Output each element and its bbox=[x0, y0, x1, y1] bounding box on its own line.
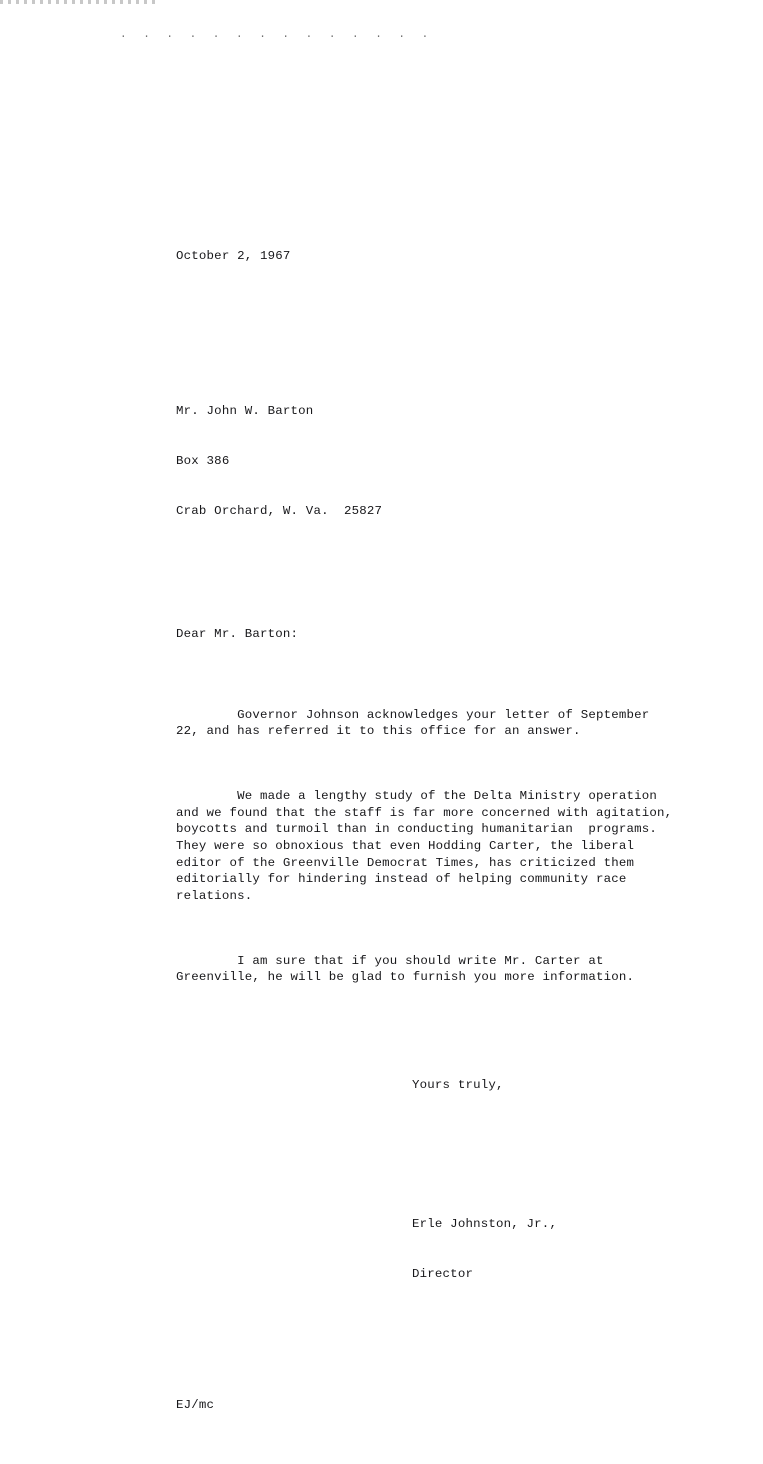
paragraph-2: We made a lengthy study of the Delta Ministry operation and we found that the staff is far more concerned with agitation, boycotts and turmoil than in conducting humanitarian programs. They were so obnoxious that even Hodding Carter, the liberal editor of the Greenville Democrat Times, has criticized them editorially for hindering instead of helping community race relations. bbox=[176, 789, 680, 903]
scan-speck-artifact: . . . . . . . . . . . . . . bbox=[120, 29, 434, 41]
signer-title: Director bbox=[412, 1266, 474, 1281]
typist-initials: EJ/mc bbox=[176, 1398, 215, 1413]
signature-block bbox=[176, 1183, 676, 1316]
letter-date: October 2, 1967 bbox=[176, 248, 291, 263]
closing: Yours truly, bbox=[412, 1077, 504, 1092]
recipient-name: Mr. John W. Barton bbox=[176, 404, 314, 419]
scan-edge-artifact bbox=[0, 0, 160, 4]
salutation: Dear Mr. Barton: bbox=[176, 627, 299, 642]
recipient-box: Box 386 bbox=[176, 454, 230, 469]
paragraph-3: I am sure that if you should write Mr. Carter at Greenville, he will be glad to furnish you more information. bbox=[176, 953, 635, 985]
recipient-address bbox=[176, 370, 676, 553]
letter-body bbox=[176, 198, 680, 1464]
paragraph-1: Governor Johnson acknowledges your letter of September 22, and has referred it to this office for an answer. bbox=[176, 707, 658, 739]
signer-name: Erle Johnston, Jr., bbox=[412, 1217, 558, 1232]
recipient-city-state-zip: Crab Orchard, W. Va. 25827 bbox=[176, 503, 383, 518]
